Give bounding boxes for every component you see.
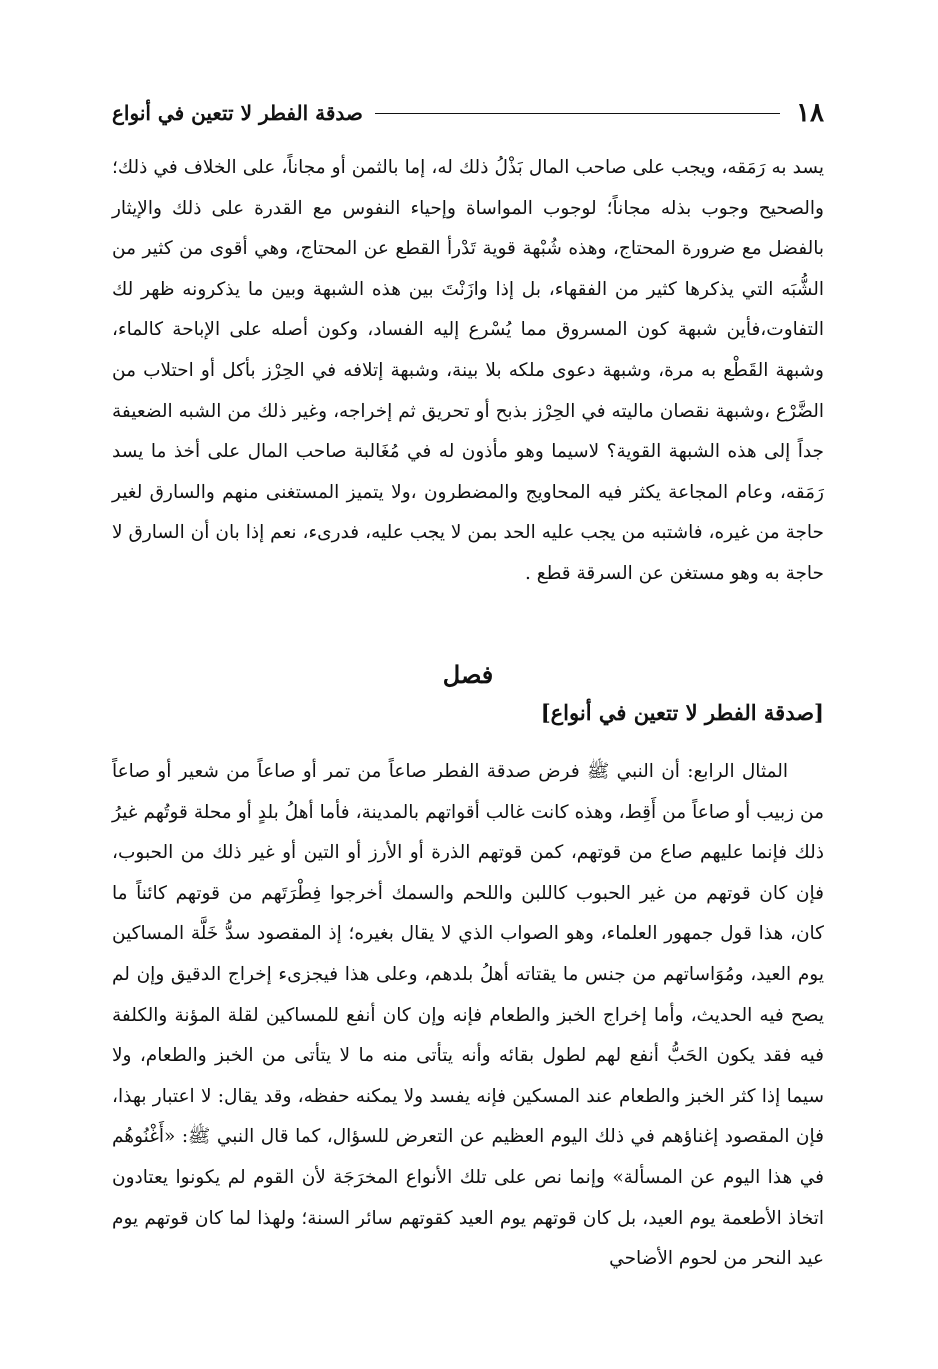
paragraph-continuation <box>112 148 824 595</box>
section-heading: [صدقة الفطر لا تتعين في أنواع] <box>540 700 824 725</box>
running-header <box>112 96 824 130</box>
paragraph-text: يسد به رَمَقه، ويجب على صاحب المال بَذْلُ ذلك له، إما بالثمن أو مجاناً، على الخلاف في ذلك؛ والصحيح وجوب بذله مجاناً؛ لوجوب المواساة وإحياء النفوس مع القدرة على ذلك والإيثار بالفضل مع ضرورة المحتاج، وهذه شُبْهة قوية تَدْرأ القطع عن المحتاج، وهي أقوى من كثير من الشُّبَه التي يذكرها كثير من الفقهاء، بل إذا وازَنْتَ بين هذه الشبهة وبين ما يذكرونه ظهر لك التفاوت،فأين شبهة كون المسروق مما يُسْرع إليه الفساد، وكون أصله على الإباحة كالماء، وشبهة القَطْع به مرة، وشبهة دعوى ملكه بلا بينة، وشبهة إتلافه في الحِرْز بأكل أو احتلاب من الضَّرْع ،وشبهة نقصان ماليته في الحِرْز بذبح أو تحريق ثم إخراجه، وغير ذلك من الشبه الضعيفة جداً إلى هذه الشبهة القوية؟ لاسيما وهو مأذون له في مُغَالبة صاحب المال على أخذ ما يسد رَمَقه، وعام المجاعة يكثر فيه المحاويج والمضطرون ،ولا يتميز المستغنى منهم والسارق لغير حاجة من غيره، فاشتبه من يجب عليه الحد بمن لا يجب عليه، فدرىء، نعم إذا بان أن السارق لا حاجة به وهو مستغن عن السرقة قطع . <box>112 157 824 584</box>
paragraph-text: المثال الرابع: أن النبي ﷺ فرض صدقة الفطر صاعاً من تمر أو صاعاً من شعير أو صاعاً من زبيب أو صاعاً من أَقِط، وهذه كانت غالب أقواتهم بالمدينة، فأما أهلُ بلدٍ أو محلة قوتُهم غيرُ ذلك فإنما عليهم صاع من قوتهم، كمن قوتهم الذرة أو الأرز أو التين أو غير ذلك من الحبوب، فإن كان قوتهم من غير الحبوب كاللبن واللحم والسمك أخرجوا فِطْرَتَهم من قوتهم كائناً ما كان، هذا قول جمهور العلماء، وهو الصواب الذي لا يقال بغيره؛ إذ المقصود سدُّ خَلَّة المساكين يوم العيد، ومُوَاساتهم من جنس ما يقتاته أهلُ بلدهم، وعلى هذا فيجزىء إخراج الدقيق وإن لم يصح فيه الحديث، وأما إخراج الخبز والطعام فإنه وإن كان أنفع للمساكين لقلة المؤنة والكلفة فيه فقد يكون الحَبُّ أنفع لهم لطول بقائه وأنه يتأتى منه ما لا يتأتى من الخبز والطعام، ولا سيما إذا كثر الخبز والطعام عند المسكين فإنه يفسد ولا يمكنه حفظه، وقد يقال: لا اعتبار بهذا، فإن المقصود إغناؤهم في ذلك اليوم العظيم عن التعرض للسؤال، كما قال النبي ﷺ: «أَغْنُوهُم في هذا اليوم عن المسألة» وإنما نص على تلك الأنواع المخرَجَة لأن القوم لم يكونوا يعتادون اتخاذ الأطعمة يوم العيد، بل كان قوتهم يوم العيد كقوتهم سائر السنة؛ ولهذا لما كان قوتهم يوم عيد النحر من لحوم الأضاحي <box>112 761 824 1270</box>
running-title: صدقة الفطر لا تتعين في أنواع <box>112 101 363 125</box>
fasl-label: فصل <box>442 660 494 689</box>
header-rule <box>375 113 780 114</box>
paragraph-fourth-example <box>112 752 824 1280</box>
page-number: ١٨ <box>796 98 824 128</box>
